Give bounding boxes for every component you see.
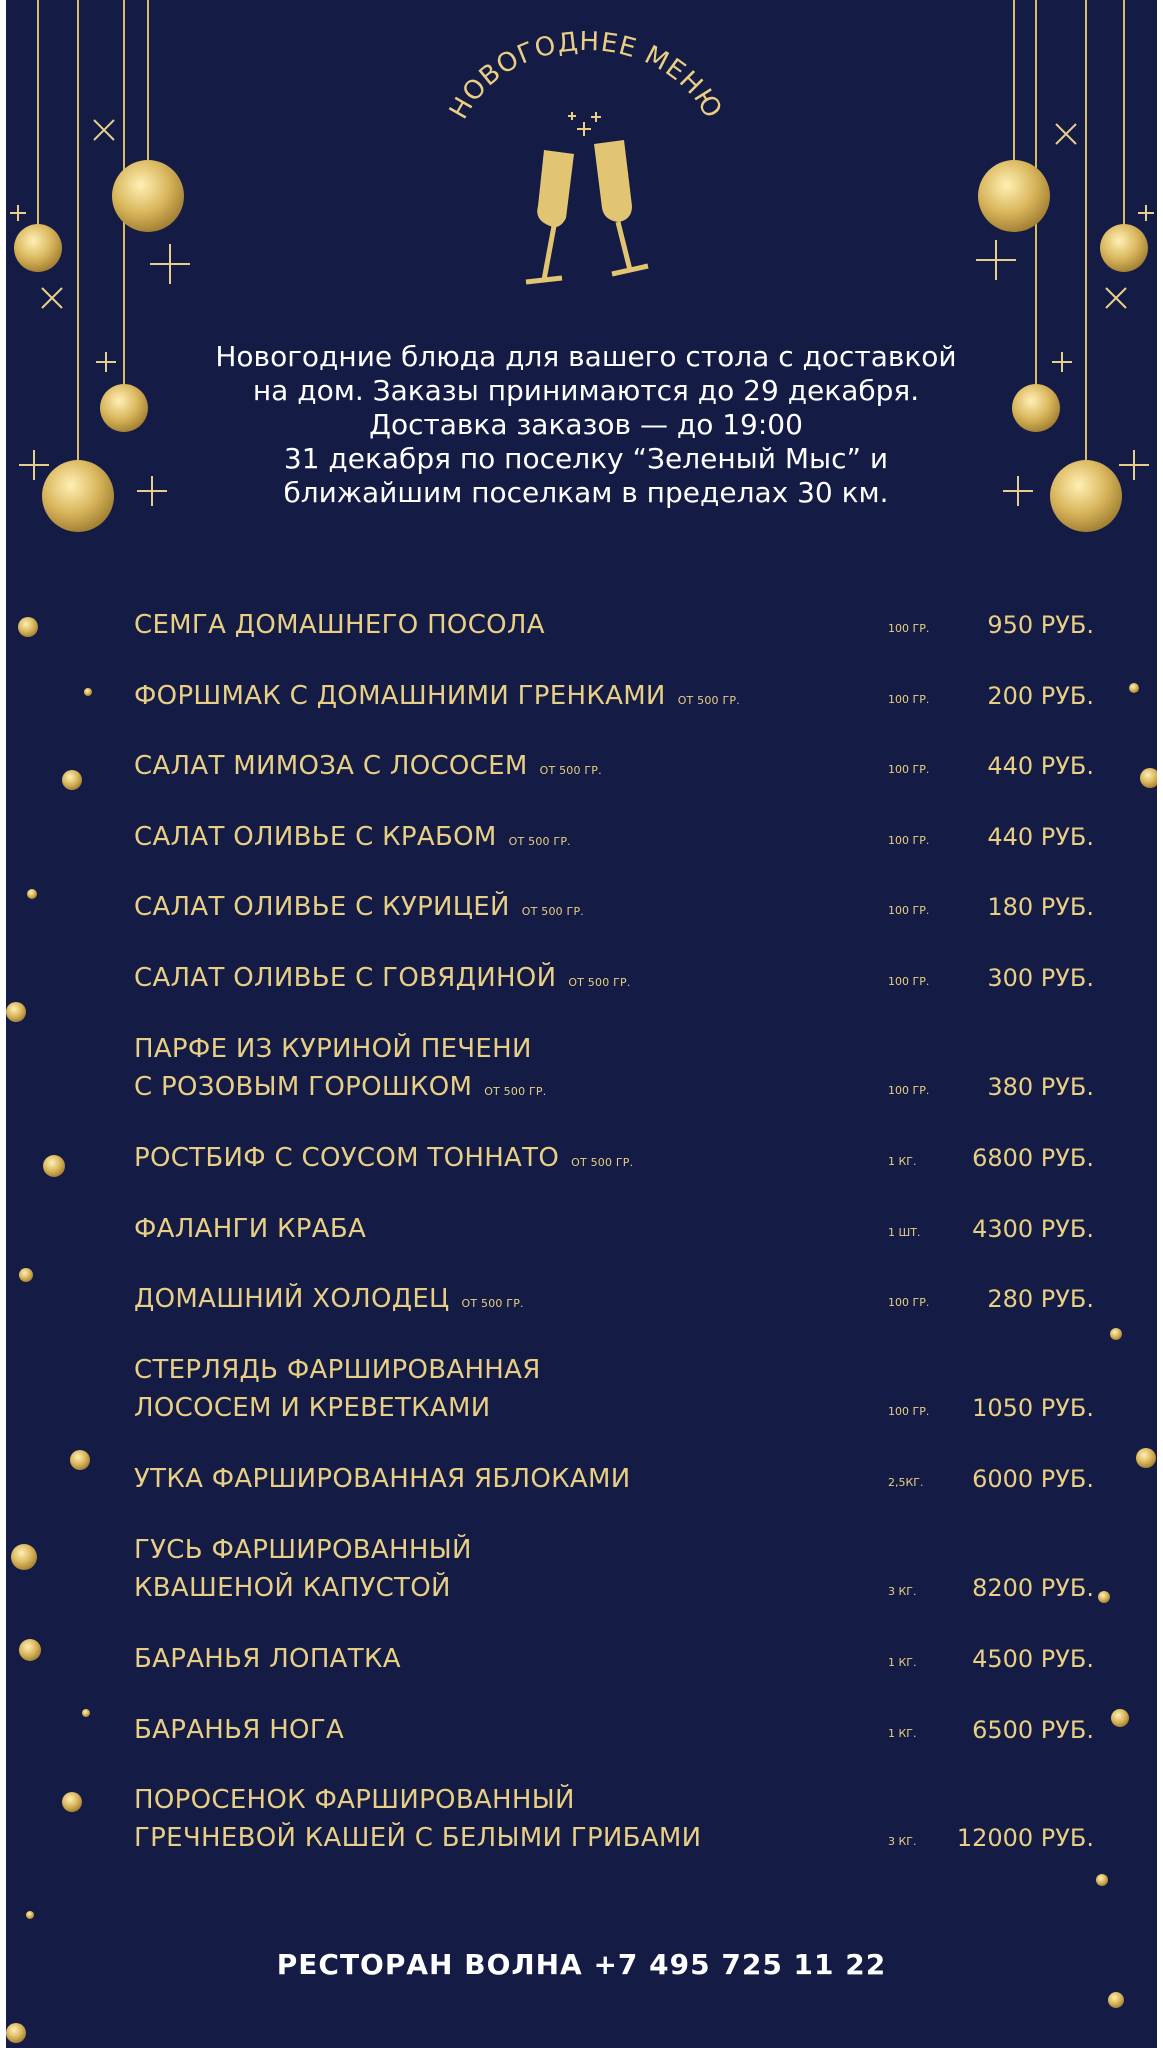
- dish-name-text: САЛАТ ОЛИВЬЕ С ГОВЯДИНОЙ: [134, 963, 557, 993]
- dish-name: ФАЛАНГИ КРАБА: [134, 1214, 367, 1244]
- intro-line: Доставка заказов — до 19:00: [369, 408, 803, 441]
- menu-item: [134, 1640, 1094, 1678]
- dish-name-text: РОСТБИФ С СОУСОМ ТОННАТО: [134, 1143, 560, 1173]
- menu-item: [134, 606, 1094, 644]
- portion-weight: 3 КГ.: [888, 1585, 917, 1598]
- min-order-note: ОТ 500 ГР.: [508, 835, 571, 848]
- price: 280 РУБ.: [987, 1285, 1094, 1313]
- dish-name: ПОРОСЕНОК ФАРШИРОВАННЫЙ: [134, 1785, 575, 1815]
- dish-name: СТЕРЛЯДЬ ФАРШИРОВАННАЯ: [134, 1355, 541, 1385]
- menu-item: [134, 1781, 1094, 1857]
- portion-weight: 1 КГ.: [888, 1656, 917, 1669]
- dish-name-text: САЛАТ ОЛИВЬЕ С КУРИЦЕЙ: [134, 892, 510, 922]
- min-order-note: ОТ 500 ГР.: [571, 1156, 634, 1169]
- price: 6500 РУБ.: [972, 1716, 1094, 1744]
- footer-contact: РЕСТОРАН ВОЛНА +7 495 725 11 22: [276, 1948, 887, 1981]
- intro-line: Новогодние блюда для вашего стола с доставкой: [215, 340, 957, 373]
- price: 950 РУБ.: [987, 611, 1094, 639]
- portion-weight: 1 КГ.: [888, 1727, 917, 1740]
- dish-name: [134, 747, 1094, 790]
- intro-line: ближайшим поселкам в пределах 30 км.: [283, 476, 889, 509]
- portion-weight: 100 ГР.: [888, 904, 930, 917]
- portion-weight: 100 ГР.: [888, 1405, 930, 1418]
- dish-name: БАРАНЬЯ НОГА: [134, 1715, 345, 1745]
- price: 380 РУБ.: [987, 1073, 1094, 1101]
- menu-item: [134, 959, 1094, 1002]
- min-order-note: ОТ 500 ГР.: [539, 764, 602, 777]
- price: 440 РУБ.: [987, 823, 1094, 851]
- min-order-note: ОТ 500 ГР.: [568, 976, 631, 989]
- menu-item: [134, 888, 1094, 931]
- dish-name: ГУСЬ ФАРШИРОВАННЫЙ: [134, 1535, 472, 1565]
- price: 440 РУБ.: [987, 752, 1094, 780]
- portion-weight: 100 ГР.: [888, 1084, 930, 1097]
- dish-name-text: ДОМАШНИЙ ХОЛОДЕЦ: [134, 1284, 450, 1314]
- min-order-note: ОТ 500 ГР.: [461, 1297, 524, 1310]
- min-order-note: ОТ 500 ГР.: [677, 694, 740, 707]
- price: 180 РУБ.: [987, 893, 1094, 921]
- price: 200 РУБ.: [987, 682, 1094, 710]
- menu-item: [134, 677, 1094, 720]
- menu-item: [134, 1531, 1094, 1607]
- dish-name: [134, 1280, 1094, 1323]
- price: 1050 РУБ.: [972, 1394, 1094, 1422]
- price: 4300 РУБ.: [972, 1215, 1094, 1243]
- menu-item: [134, 1139, 1094, 1182]
- price: 300 РУБ.: [987, 964, 1094, 992]
- dish-name: [134, 888, 1094, 931]
- portion-weight: 100 ГР.: [888, 834, 930, 847]
- dish-name: [134, 818, 1094, 861]
- dish-name-text: ФОРШМАК С ДОМАШНИМИ ГРЕНКАМИ: [134, 681, 666, 711]
- price: 6000 РУБ.: [972, 1465, 1094, 1493]
- intro-line: 31 декабря по поселку “Зеленый Мыс” и: [283, 442, 889, 475]
- dish-name: [134, 1139, 1094, 1182]
- dish-name: [134, 959, 1094, 1002]
- price: 12000 РУБ.: [956, 1824, 1094, 1852]
- menu-item: [134, 1030, 1094, 1111]
- dish-name-text: САЛАТ ОЛИВЬЕ С КРАБОМ: [134, 822, 497, 852]
- menu-title: НОВОГОДНЕЕ МЕНЮ: [443, 30, 728, 125]
- dish-name: БАРАНЬЯ ЛОПАТКА: [134, 1644, 401, 1674]
- menu-page: [6, 0, 1157, 2048]
- price: 6800 РУБ.: [972, 1144, 1094, 1172]
- dish-name: СЕМГА ДОМАШНЕГО ПОСОЛА: [134, 610, 545, 640]
- dish-name-text: С РОЗОВЫМ ГОРОШКОМ: [134, 1072, 473, 1102]
- menu-item: [134, 1460, 1094, 1498]
- portion-weight: 1 КГ.: [888, 1155, 917, 1168]
- dish-name: ЛОСОСЕМ И КРЕВЕТКАМИ: [134, 1393, 491, 1423]
- menu-item: [134, 1210, 1094, 1248]
- dish-name: ПАРФЕ ИЗ КУРИНОЙ ПЕЧЕНИ: [134, 1034, 532, 1064]
- price: 8200 РУБ.: [972, 1574, 1094, 1602]
- menu-item: [134, 1280, 1094, 1323]
- dish-name-text: САЛАТ МИМОЗА С ЛОСОСЕМ: [134, 751, 528, 781]
- dish-name: ГРЕЧНЕВОЙ КАШЕЙ С БЕЛЫМИ ГРИБАМИ: [134, 1823, 702, 1853]
- dish-name: [134, 677, 1094, 720]
- menu-item: [134, 747, 1094, 790]
- dish-name: УТКА ФАРШИРОВАННАЯ ЯБЛОКАМИ: [134, 1464, 631, 1494]
- portion-weight: 100 ГР.: [888, 1296, 930, 1309]
- portion-weight: 100 ГР.: [888, 693, 930, 706]
- portion-weight: 1 ШТ.: [888, 1226, 921, 1239]
- menu-list: [6, 0, 1157, 1900]
- min-order-note: ОТ 500 ГР.: [521, 905, 584, 918]
- menu-item: [134, 1711, 1094, 1749]
- portion-weight: 2,5КГ.: [888, 1476, 924, 1489]
- portion-weight: 100 ГР.: [888, 975, 930, 988]
- dish-name: КВАШЕНОЙ КАПУСТОЙ: [134, 1573, 451, 1603]
- portion-weight: 100 ГР.: [888, 622, 930, 635]
- min-order-note: ОТ 500 ГР.: [484, 1085, 547, 1098]
- price: 4500 РУБ.: [972, 1645, 1094, 1673]
- menu-item: [134, 1351, 1094, 1427]
- intro-line: на дом. Заказы принимаются до 29 декабря.: [252, 374, 920, 407]
- portion-weight: 100 ГР.: [888, 763, 930, 776]
- dish-name: [134, 1068, 1094, 1111]
- menu-item: [134, 818, 1094, 861]
- portion-weight: 3 КГ.: [888, 1835, 917, 1848]
